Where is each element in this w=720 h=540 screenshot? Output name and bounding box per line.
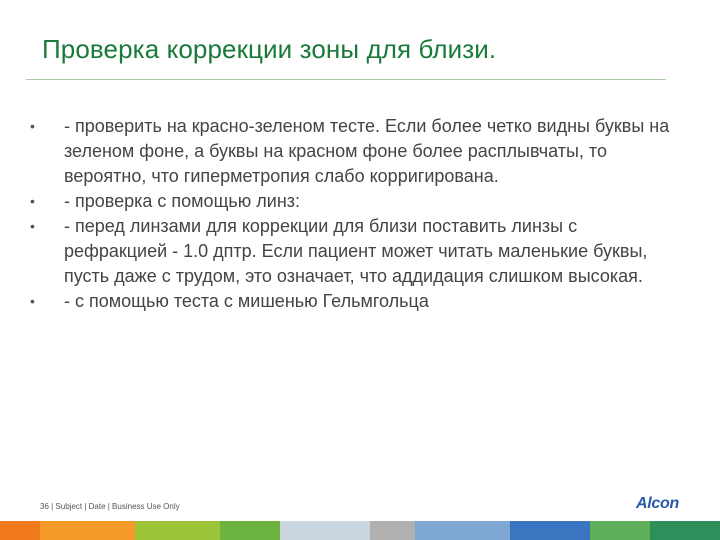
color-bar-segment (370, 521, 415, 540)
alcon-logo: Alcon (636, 495, 679, 512)
title-divider (26, 79, 666, 80)
slide-footer: 36 | Subject | Date | Business Use Only (40, 502, 180, 511)
bullet-text: - с помощью теста с мишенью Гельмгольца (64, 291, 429, 311)
color-bar-segment (0, 521, 40, 540)
bullet-list (30, 114, 680, 314)
slide-title: Проверка коррекции зоны для близи. (42, 34, 497, 64)
bullet-marker: • (30, 193, 35, 209)
color-bar-segment (135, 521, 220, 540)
color-bar-segment (510, 521, 590, 540)
bullet-marker: • (30, 293, 35, 309)
bullet-text: - перед линзами для коррекции для близи поставить линзы с рефракцией - 1.0 дптр. Если пациент может читать маленькие буквы, пусть даже с трудом, это означает, что аддидация слишком высокая. (64, 216, 648, 286)
bullet-marker: • (30, 218, 35, 234)
bullet-marker: • (30, 118, 35, 134)
bullet-item (30, 189, 680, 214)
color-bar-segment (590, 521, 650, 540)
bullet-text: - проверить на красно-зеленом тесте. Если более четко видны буквы на зеленом фоне, а буквы на красном фоне более расплывчаты, то вероятно, что гиперметропия слабо корригирована. (64, 116, 670, 186)
brand-color-bar (0, 521, 720, 540)
color-bar-segment (220, 521, 280, 540)
color-bar-segment (40, 521, 135, 540)
color-bar-segment (280, 521, 370, 540)
bullet-item (30, 114, 680, 189)
bullet-item (30, 214, 680, 289)
bullet-item (30, 289, 680, 314)
color-bar-segment (650, 521, 720, 540)
color-bar-segment (415, 521, 510, 540)
bullet-text: - проверка с помощью линз: (64, 191, 301, 211)
